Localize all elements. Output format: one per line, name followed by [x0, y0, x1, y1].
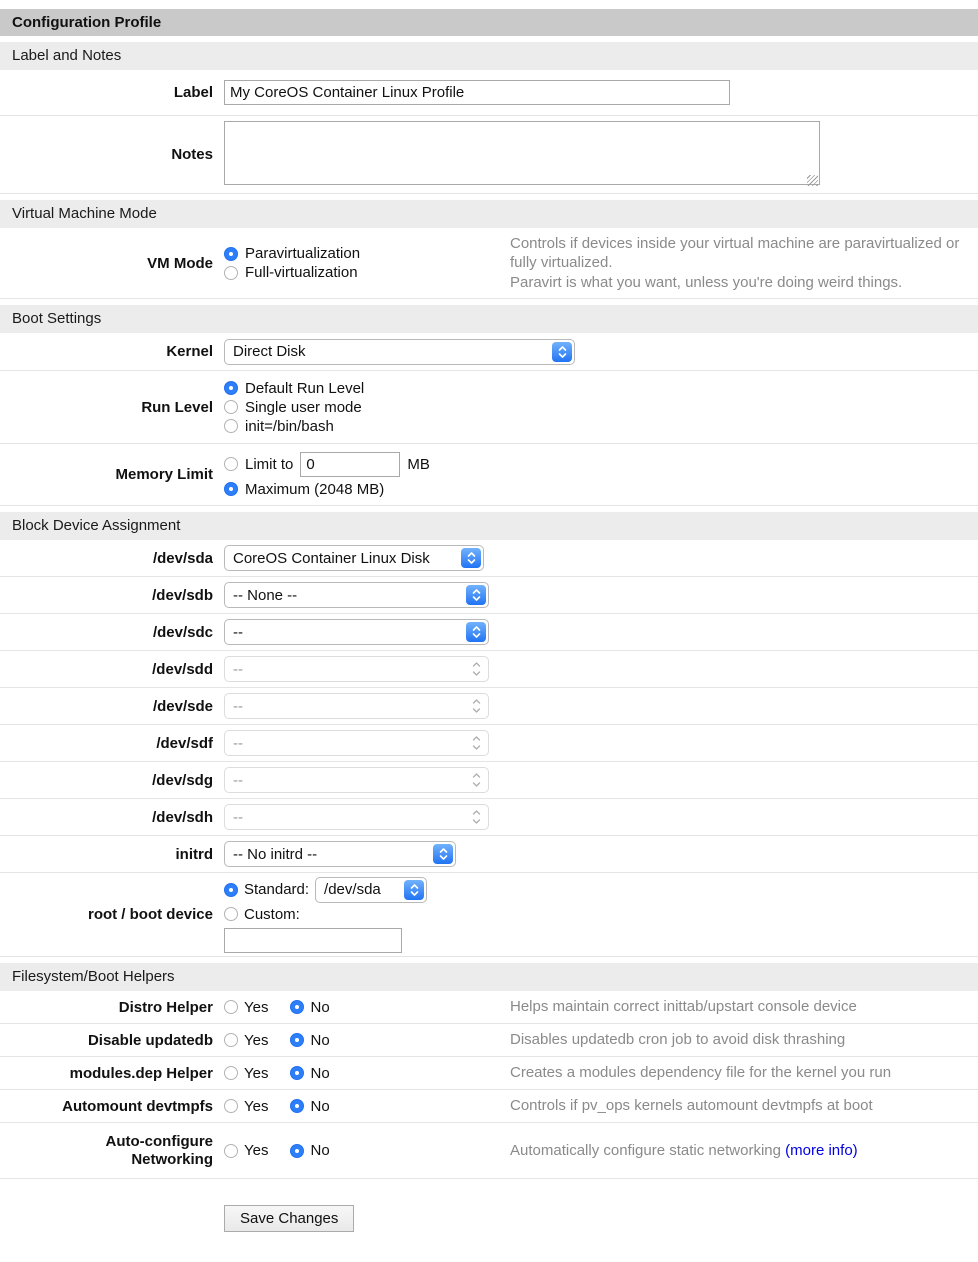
modules-dep-help-text: Creates a modules dependency file for the kernel you run [510, 1064, 892, 1082]
dev-sda-select-value: CoreOS Container Linux Disk [233, 549, 430, 567]
block-device-row-sdh [0, 799, 978, 836]
radio-unselected-icon[interactable] [224, 266, 238, 280]
radio-selected-icon[interactable] [290, 1066, 304, 1080]
dev-sdd-select [224, 656, 489, 682]
more-info-link[interactable]: (more info) [785, 1141, 858, 1159]
root-device-standard-option[interactable] [224, 877, 978, 903]
auto-configure-networking-yes-option[interactable]: Yes [224, 1142, 268, 1159]
select-stepper-icon [466, 622, 486, 642]
auto-configure-networking-help-text: Automatically configure static networking (more info) [510, 1141, 858, 1159]
select-stepper-disabled-icon [466, 733, 486, 753]
memory-limit-label: Memory Limit [115, 466, 213, 483]
select-stepper-icon [552, 342, 572, 362]
distro-helper-no-option[interactable]: No [290, 999, 329, 1016]
select-stepper-icon [433, 844, 453, 864]
block-device-row-sdc [0, 614, 978, 651]
auto-configure-networking-label: Auto-configure Networking [105, 1132, 213, 1168]
memory-maximum-option[interactable] [224, 481, 978, 498]
run-level-init-bash-option[interactable] [224, 418, 978, 435]
root-device-standard-select-value: /dev/sda [324, 881, 381, 898]
radio-selected-icon[interactable] [290, 1000, 304, 1014]
block-device-row-sda [0, 540, 978, 577]
dev-sdg-label: /dev/sdg [152, 771, 213, 789]
section-heading-boot-settings: Boot Settings [0, 305, 978, 333]
notes-row [0, 116, 978, 194]
radio-selected-icon[interactable] [224, 247, 238, 261]
radio-unselected-icon[interactable] [224, 1033, 238, 1047]
vm-mode-row [0, 228, 978, 299]
notes-textarea[interactable] [224, 121, 820, 185]
select-stepper-icon [404, 880, 424, 900]
run-level-label: Run Level [141, 398, 213, 416]
distro-helper-yes-option[interactable]: Yes [224, 999, 268, 1016]
vm-mode-full-virtualization-label: Full-virtualization [245, 264, 358, 281]
run-level-row [0, 371, 978, 444]
disable-updatedb-label: Disable updatedb [87, 1031, 213, 1049]
initrd-select[interactable] [224, 841, 456, 867]
label-input[interactable] [224, 80, 730, 105]
radio-unselected-icon[interactable] [224, 1099, 238, 1113]
dev-sdh-select-value: -- [233, 808, 243, 826]
root-device-standard-label: Standard: [244, 881, 310, 898]
dev-sdf-select [224, 730, 489, 756]
disable-updatedb-no-option[interactable]: No [290, 1032, 329, 1049]
dev-sdb-select-value: -- None -- [233, 586, 298, 604]
run-level-init-bash-label: init=/bin/bash [245, 417, 334, 435]
memory-limit-to-option[interactable] [224, 452, 978, 477]
dev-sde-select-value: -- [233, 697, 243, 715]
block-device-row-sde [0, 688, 978, 725]
vm-mode-paravirtualization-label: Paravirtualization [245, 245, 361, 262]
automount-devtmpfs-no-option[interactable]: No [290, 1098, 329, 1115]
root-boot-device-row [0, 873, 978, 957]
memory-maximum-label: Maximum (2048 MB) [245, 480, 385, 498]
page-title: Configuration Profile [0, 9, 978, 36]
radio-unselected-icon[interactable] [224, 1000, 238, 1014]
dev-sdf-label: /dev/sdf [156, 734, 213, 752]
automount-devtmpfs-yes-option[interactable]: Yes [224, 1098, 268, 1115]
run-level-single-user-option[interactable] [224, 399, 978, 416]
modules-dep-yes-option[interactable]: Yes [224, 1065, 268, 1082]
section-heading-label-and-notes: Label and Notes [0, 42, 978, 70]
kernel-row [0, 333, 978, 371]
radio-selected-icon[interactable] [290, 1033, 304, 1047]
vm-mode-full-virtualization-option[interactable] [224, 264, 510, 281]
dev-sdh-select [224, 804, 489, 830]
disable-updatedb-yes-option[interactable]: Yes [224, 1032, 268, 1049]
helper-row-networking [0, 1123, 978, 1179]
auto-configure-networking-no-option[interactable]: No [290, 1142, 329, 1159]
helper-row-devtmpfs [0, 1090, 978, 1123]
kernel-select[interactable] [224, 339, 575, 365]
initrd-select-value: -- No initrd -- [233, 845, 318, 863]
select-stepper-icon [461, 548, 481, 568]
save-changes-button[interactable]: Save Changes [224, 1205, 354, 1232]
radio-selected-icon[interactable] [224, 381, 238, 395]
notes-field-label: Notes [171, 146, 213, 163]
dev-sdd-select-value: -- [233, 660, 243, 678]
section-heading-vm-mode: Virtual Machine Mode [0, 200, 978, 228]
run-level-single-user-label: Single user mode [245, 398, 362, 416]
save-area [0, 1179, 978, 1262]
disable-updatedb-help-text: Disables updatedb cron job to avoid disk thrashing [510, 1031, 846, 1049]
radio-unselected-icon[interactable] [224, 400, 238, 414]
initrd-row [0, 836, 978, 873]
radio-selected-icon[interactable] [290, 1099, 304, 1113]
helper-row-modules-dep [0, 1057, 978, 1090]
dev-sdd-label: /dev/sdd [152, 660, 213, 678]
select-stepper-disabled-icon [466, 659, 486, 679]
kernel-select-value: Direct Disk [233, 343, 306, 360]
root-device-custom-option[interactable] [224, 906, 978, 923]
memory-limit-input[interactable] [300, 452, 400, 477]
distro-helper-label: Distro Helper [118, 998, 213, 1016]
dev-sdb-label: /dev/sdb [152, 586, 213, 604]
radio-unselected-icon[interactable] [224, 907, 238, 921]
vm-mode-label: VM Mode [147, 254, 213, 272]
memory-limit-row [0, 444, 978, 506]
modules-dep-helper-label: modules.dep Helper [69, 1064, 213, 1082]
radio-selected-icon[interactable] [290, 1144, 304, 1158]
run-level-default-label: Default Run Level [245, 379, 365, 397]
dev-sda-label: /dev/sda [152, 549, 213, 567]
block-device-row-sdf [0, 725, 978, 762]
helper-row-distro [0, 991, 978, 1024]
block-device-row-sdd [0, 651, 978, 688]
dev-sdc-select-value: -- [233, 623, 243, 641]
helper-row-updatedb [0, 1024, 978, 1057]
run-level-default-option[interactable] [224, 380, 978, 397]
root-device-custom-input[interactable] [224, 928, 402, 953]
distro-helper-help-text: Helps maintain correct inittab/upstart console device [510, 998, 857, 1016]
dev-sdc-label: /dev/sdc [152, 623, 213, 641]
automount-devtmpfs-label: Automount devtmpfs [62, 1097, 213, 1115]
radio-unselected-icon[interactable] [224, 457, 238, 471]
root-boot-device-label: root / boot device [87, 906, 213, 923]
section-heading-helpers: Filesystem/Boot Helpers [0, 963, 978, 991]
vm-mode-paravirtualization-option[interactable] [224, 245, 510, 262]
block-device-row-sdg [0, 762, 978, 799]
dev-sdg-select-value: -- [233, 771, 243, 789]
automount-devtmpfs-help-text: Controls if pv_ops kernels automount devtmpfs at boot [510, 1097, 873, 1115]
radio-selected-icon[interactable] [224, 883, 238, 897]
root-device-custom-label: Custom: [244, 905, 300, 923]
dev-sda-select[interactable] [224, 545, 484, 571]
block-device-row-sdb [0, 577, 978, 614]
radio-unselected-icon[interactable] [224, 1066, 238, 1080]
dev-sdb-select[interactable] [224, 582, 489, 608]
memory-limit-to-label: Limit to [245, 455, 294, 473]
select-stepper-disabled-icon [466, 770, 486, 790]
dev-sde-select [224, 693, 489, 719]
section-heading-block-devices: Block Device Assignment [0, 512, 978, 540]
select-stepper-disabled-icon [466, 696, 486, 716]
radio-unselected-icon[interactable] [224, 1144, 238, 1158]
label-row [0, 70, 978, 116]
dev-sde-label: /dev/sde [152, 697, 213, 715]
kernel-label: Kernel [166, 343, 213, 360]
select-stepper-icon [466, 585, 486, 605]
initrd-label: initrd [175, 845, 213, 863]
root-device-standard-select[interactable] [315, 877, 427, 903]
vm-mode-help-text: Controls if devices inside your virtual machine are paravirtualized or fully virtualized. Paravirt is what you want, unless you're doing weird things. [510, 234, 960, 291]
radio-unselected-icon[interactable] [224, 419, 238, 433]
dev-sdc-select[interactable] [224, 619, 489, 645]
select-stepper-disabled-icon [466, 807, 486, 827]
dev-sdf-select-value: -- [233, 734, 243, 752]
dev-sdg-select [224, 767, 489, 793]
modules-dep-no-option[interactable]: No [290, 1065, 329, 1082]
dev-sdh-label: /dev/sdh [152, 808, 213, 826]
radio-selected-icon[interactable] [224, 482, 238, 496]
label-field-label: Label [173, 84, 213, 101]
memory-limit-unit: MB [407, 455, 430, 473]
